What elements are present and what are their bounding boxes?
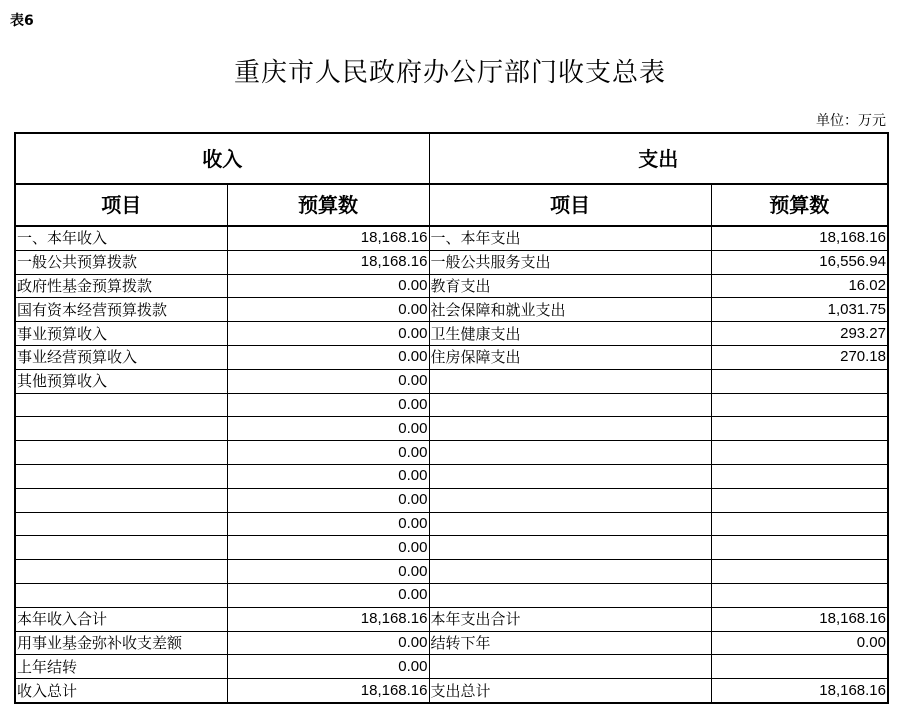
expense-item-cell: 教育支出 (429, 274, 711, 298)
income-item-cell: 政府性基金预算拨款 (15, 274, 227, 298)
income-item-cell: 一般公共预算拨款 (15, 250, 227, 274)
table-row (15, 274, 888, 298)
expense-item-cell: 一、本年支出 (429, 226, 711, 250)
income-item-cell (15, 393, 227, 417)
expense-item-cell: 卫生健康支出 (429, 322, 711, 346)
income-item-cell (15, 536, 227, 560)
expense-value-cell (711, 583, 888, 607)
expense-item-cell (429, 441, 711, 465)
income-value-cell: 18,168.16 (227, 226, 429, 250)
income-value-cell: 0.00 (227, 417, 429, 441)
income-item-header: 项目 (15, 184, 227, 226)
expense-value-cell (711, 369, 888, 393)
expense-value-cell: 16.02 (711, 274, 888, 298)
income-budget-header: 预算数 (227, 184, 429, 226)
expense-value-cell: 18,168.16 (711, 679, 888, 703)
income-value-cell: 0.00 (227, 583, 429, 607)
income-value-cell: 0.00 (227, 369, 429, 393)
table-row (15, 607, 888, 631)
income-item-cell (15, 488, 227, 512)
income-value-cell: 0.00 (227, 560, 429, 584)
expense-item-cell (429, 560, 711, 584)
income-section-header: 收入 (15, 133, 429, 184)
expense-value-cell: 16,556.94 (711, 250, 888, 274)
table-row (15, 393, 888, 417)
expense-value-cell (711, 512, 888, 536)
expense-item-cell (429, 464, 711, 488)
table-row (15, 679, 888, 703)
income-value-cell: 0.00 (227, 464, 429, 488)
expense-value-cell: 293.27 (711, 322, 888, 346)
table-row (15, 369, 888, 393)
budget-table (14, 132, 889, 704)
expense-item-cell (429, 393, 711, 417)
expense-item-cell: 支出总计 (429, 679, 711, 703)
table-row (15, 560, 888, 584)
income-value-cell: 0.00 (227, 441, 429, 465)
expense-item-cell (429, 583, 711, 607)
income-item-cell (15, 560, 227, 584)
expense-item-header: 项目 (429, 184, 711, 226)
expense-item-cell: 一般公共服务支出 (429, 250, 711, 274)
income-value-cell: 0.00 (227, 274, 429, 298)
expense-section-header: 支出 (429, 133, 888, 184)
income-item-cell: 其他预算收入 (15, 369, 227, 393)
income-item-cell: 本年收入合计 (15, 607, 227, 631)
income-item-cell: 事业预算收入 (15, 322, 227, 346)
table-row (15, 583, 888, 607)
expense-value-cell: 18,168.16 (711, 607, 888, 631)
expense-item-cell (429, 488, 711, 512)
expense-item-cell: 社会保障和就业支出 (429, 298, 711, 322)
expense-budget-header: 预算数 (711, 184, 888, 226)
expense-value-cell (711, 464, 888, 488)
income-item-cell: 事业经营预算收入 (15, 345, 227, 369)
table-row (15, 345, 888, 369)
table-row (15, 488, 888, 512)
expense-item-cell: 本年支出合计 (429, 607, 711, 631)
expense-value-cell: 18,168.16 (711, 226, 888, 250)
table-row (15, 536, 888, 560)
expense-item-cell (429, 512, 711, 536)
page-title: 重庆市人民政府办公厅部门收支总表 (233, 58, 666, 88)
table-row (15, 512, 888, 536)
income-item-cell (15, 441, 227, 465)
table-row (15, 417, 888, 441)
table-row (15, 655, 888, 679)
income-value-cell: 18,168.16 (227, 679, 429, 703)
table-row (15, 322, 888, 346)
income-item-cell: 一、本年收入 (15, 226, 227, 250)
expense-value-cell (711, 655, 888, 679)
expense-value-cell (711, 560, 888, 584)
income-item-cell (15, 464, 227, 488)
expense-value-cell (711, 536, 888, 560)
table-row (15, 250, 888, 274)
table-row (15, 226, 888, 250)
income-item-cell: 收入总计 (15, 679, 227, 703)
expense-item-cell: 住房保障支出 (429, 345, 711, 369)
column-header-row (15, 184, 888, 226)
table-number: 表6 (10, 13, 34, 29)
income-value-cell: 18,168.16 (227, 250, 429, 274)
income-value-cell: 0.00 (227, 631, 429, 655)
expense-item-cell (429, 655, 711, 679)
income-value-cell: 0.00 (227, 298, 429, 322)
table-row (15, 631, 888, 655)
expense-value-cell (711, 393, 888, 417)
income-value-cell: 18,168.16 (227, 607, 429, 631)
income-value-cell: 0.00 (227, 322, 429, 346)
income-item-cell: 上年结转 (15, 655, 227, 679)
income-item-cell: 国有资本经营预算拨款 (15, 298, 227, 322)
income-value-cell: 0.00 (227, 536, 429, 560)
expense-item-cell (429, 417, 711, 441)
income-value-cell: 0.00 (227, 393, 429, 417)
income-item-cell (15, 417, 227, 441)
income-item-cell (15, 512, 227, 536)
income-value-cell: 0.00 (227, 655, 429, 679)
unit-label: 单位：万元 (816, 113, 886, 129)
expense-item-cell (429, 536, 711, 560)
expense-value-cell (711, 441, 888, 465)
expense-value-cell (711, 417, 888, 441)
income-value-cell: 0.00 (227, 512, 429, 536)
table-row (15, 464, 888, 488)
expense-value-cell (711, 488, 888, 512)
table-row (15, 298, 888, 322)
income-value-cell: 0.00 (227, 345, 429, 369)
expense-item-cell: 结转下年 (429, 631, 711, 655)
expense-value-cell: 270.18 (711, 345, 888, 369)
table-row (15, 441, 888, 465)
income-item-cell (15, 583, 227, 607)
income-value-cell: 0.00 (227, 488, 429, 512)
section-header-row (15, 133, 888, 184)
income-item-cell: 用事业基金弥补收支差额 (15, 631, 227, 655)
expense-item-cell (429, 369, 711, 393)
expense-value-cell: 0.00 (711, 631, 888, 655)
expense-value-cell: 1,031.75 (711, 298, 888, 322)
